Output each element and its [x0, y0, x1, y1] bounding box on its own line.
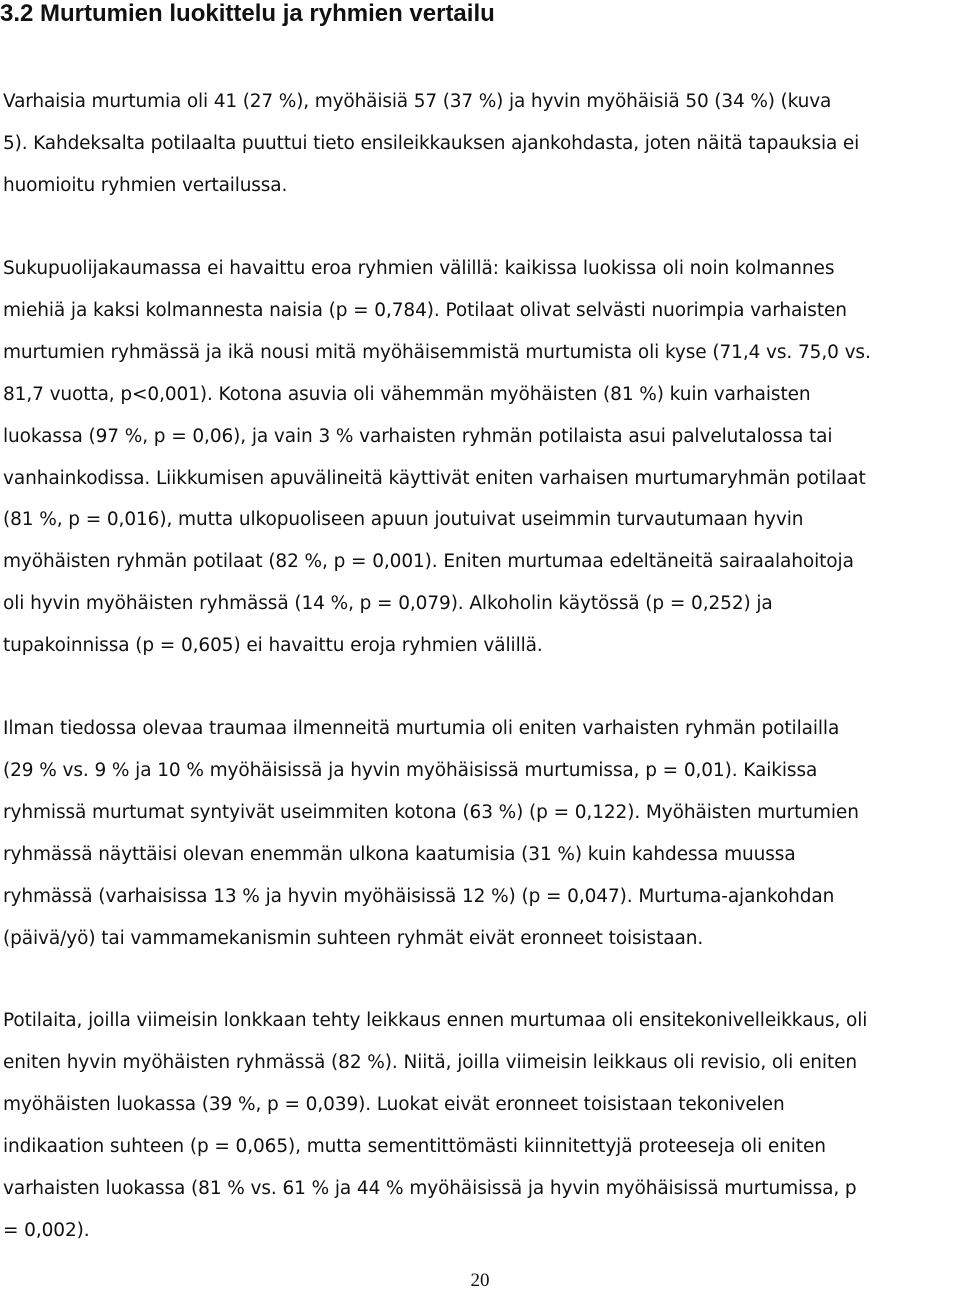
paragraph-line: Ilman tiedossa olevaa traumaa ilmenneitä murtumia oli eniten varhaisten ryhmän potilailla: [3, 718, 840, 739]
paragraph-line: oli hyvin myöhäisten ryhmässä (14 %, p = 0,079). Alkoholin käytössä (p = 0,252) ja: [3, 593, 773, 615]
paragraph-line: Potilaita, joilla viimeisin lonkkaan tehty leikkaus ennen murtumaa oli ensitekonivelleikkaus, oli: [3, 1010, 868, 1031]
paragraph-line: eniten hyvin myöhäisten ryhmässä (82 %). Niitä, joilla viimeisin leikkaus oli revisio, oli eniten: [3, 1051, 858, 1073]
paragraph-line: ryhmässä (varhaisissa 13 % ja hyvin myöhäisissä 12 %) (p = 0,047). Murtuma-ajankohdan: [3, 885, 835, 907]
paragraph-line: myöhäisten ryhmän potilaat (82 %, p = 0,001). Eniten murtumaa edeltäneitä sairaalahoitoja: [3, 551, 854, 573]
paragraph-line: = 0,002).: [3, 1219, 90, 1241]
paragraph-line: (81 %, p = 0,016), mutta ulkopuoliseen apuun joutuivat useimmin turvautumaan hyvin: [3, 509, 804, 531]
paragraph-line: ryhmässä näyttäisi olevan enemmän ulkona kaatumisia (31 %) kuin kahdessa muussa: [3, 843, 796, 865]
paragraph-line: varhaisten luokassa (81 % vs. 61 % ja 44 % myöhäisissä ja hyvin myöhäisissä murtumissa, p: [3, 1177, 857, 1199]
paragraph-line: vanhainkodissa. Liikkumisen apuvälineitä käyttivät eniten varhaisen murtumaryhmän potilaat: [3, 467, 866, 489]
paragraph-line: 81,7 vuotta, p<0,001). Kotona asuvia oli vähemmän myöhäisten (81 %) kuin varhaisten: [3, 383, 811, 405]
paragraph-line: Sukupuolijakaumassa ei havaittu eroa ryhmien välillä: kaikissa luokissa oli noin kolmannes: [3, 258, 835, 279]
paragraph-line: 5). Kahdeksalta potilaalta puuttui tieto ensileikkauksen ajankohdasta, joten näitä tapauksia ei: [3, 132, 860, 154]
paragraph-line: (päivä/yö) tai vammamekanismin suhteen ryhmät eivät eronneet toisistaan.: [3, 927, 704, 949]
paragraph: [3, 81, 958, 207]
paragraph-line: (29 % vs. 9 % ja 10 % myöhäisissä ja hyvin myöhäisissä murtumissa, p = 0,01). Kaikissa: [3, 759, 818, 781]
section-heading: 3.2 Murtumien luokittelu ja ryhmien vertailu: [0, 0, 495, 27]
paragraph-line: ryhmissä murtumat syntyivät useimmiten kotona (63 %) (p = 0,122). Myöhäisten murtumien: [3, 801, 859, 823]
paragraph: [3, 248, 958, 667]
paragraph-line: tupakoinnissa (p = 0,605) ei havaittu eroja ryhmien välillä.: [3, 635, 543, 657]
paragraph-line: huomioitu ryhmien vertailussa.: [3, 174, 288, 196]
paragraph-line: indikaation suhteen (p = 0,065), mutta sementittömästi kiinnitettyjä proteeseja oli eniten: [3, 1135, 826, 1157]
paragraph-line: Varhaisia murtumia oli 41 (27 %), myöhäisiä 57 (37 %) ja hyvin myöhäisiä 50 (34 %) (kuva: [3, 91, 832, 112]
paragraph-line: luokassa (97 %, p = 0,06), ja vain 3 % varhaisten ryhmän potilaista asui palvelutalossa tai: [3, 425, 833, 447]
paragraph: [3, 1000, 958, 1251]
paragraph-line: murtumien ryhmässä ja ikä nousi mitä myöhäisemmistä murtumista oli kyse (71,4 vs. 75,0 vs.: [3, 341, 871, 363]
paragraph: [3, 708, 958, 959]
paragraph-line: myöhäisten luokassa (39 %, p = 0,039). Luokat eivät eronneet toisistaan tekonivelen: [3, 1093, 785, 1115]
page-number: 20: [470, 1270, 490, 1291]
paragraph-line: miehiä ja kaksi kolmannesta naisia (p = 0,784). Potilaat olivat selvästi nuorimpia varhaisten: [3, 299, 847, 321]
